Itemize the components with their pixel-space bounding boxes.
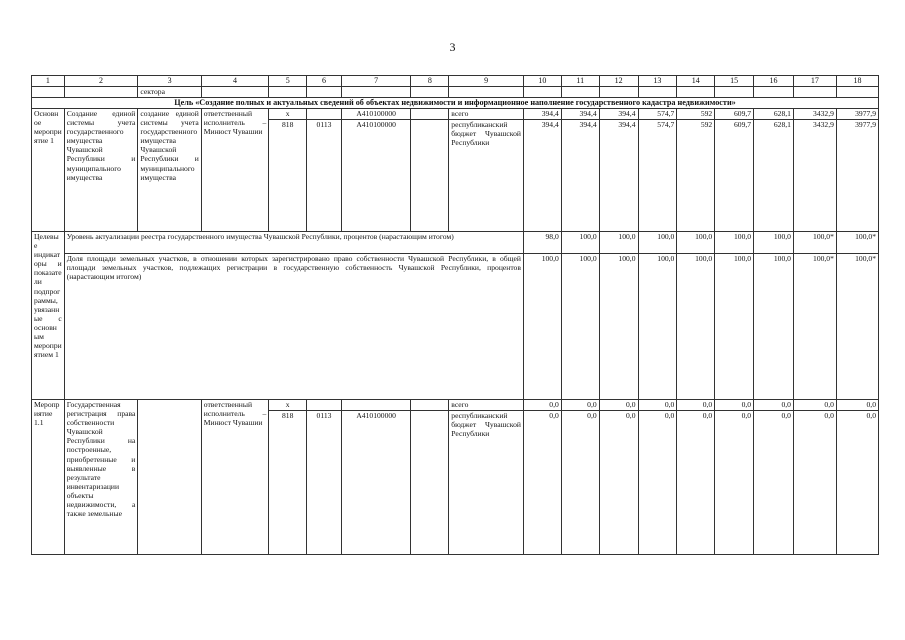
value-cell: 628,1 bbox=[754, 119, 794, 231]
value-cell: 3977,9 bbox=[836, 119, 878, 231]
value-cell: 0,0 bbox=[677, 410, 715, 554]
value-cell: 574,7 bbox=[638, 108, 677, 119]
value-cell: 394,4 bbox=[599, 119, 638, 231]
header-col-number: 3 bbox=[138, 76, 201, 87]
value-cell: 0,0 bbox=[793, 399, 836, 410]
header-col-number: 7 bbox=[341, 76, 411, 87]
cell-grbs: 818 bbox=[269, 410, 307, 554]
value-cell: 98,0 bbox=[523, 231, 561, 253]
value-cell: 0,0 bbox=[677, 399, 715, 410]
value-cell: 100,0* bbox=[793, 253, 836, 399]
header-col-number: 13 bbox=[638, 76, 677, 87]
value-cell: 100,0* bbox=[793, 231, 836, 253]
goal-title: Цель «Создание полных и актуальных сведений об объектах недвижимости и информационное наполнение государственного кадастра недвижимости» bbox=[32, 98, 879, 109]
header-col-number: 11 bbox=[561, 76, 599, 87]
value-cell: 574,7 bbox=[638, 119, 677, 231]
value-cell: 0,0 bbox=[638, 410, 677, 554]
value-cell: 609,7 bbox=[715, 119, 754, 231]
header-cell-sector: сектора bbox=[138, 87, 201, 98]
value-cell: 100,0 bbox=[638, 231, 677, 253]
value-cell: 100,0 bbox=[561, 231, 599, 253]
goal-row bbox=[32, 98, 879, 109]
value-cell: 0,0 bbox=[599, 399, 638, 410]
value-cell: 0,0 bbox=[523, 410, 561, 554]
cell-grbs: 818 bbox=[269, 119, 307, 231]
header-col-number: 14 bbox=[677, 76, 715, 87]
header-col-number: 10 bbox=[523, 76, 561, 87]
cell-csr bbox=[341, 399, 411, 410]
cell-grbs: x bbox=[269, 399, 307, 410]
cell-csr: А410100000 bbox=[341, 108, 411, 119]
value-cell: 3432,9 bbox=[793, 119, 836, 231]
main-event-task: создание единой системы учета государственного имущества Чувашской Республики и муниципального имущества bbox=[138, 108, 201, 231]
value-cell: 100,0 bbox=[677, 231, 715, 253]
value-cell: 592 bbox=[677, 119, 715, 231]
header-row bbox=[32, 76, 879, 87]
header-col-number: 6 bbox=[307, 76, 342, 87]
value-cell: 100,0 bbox=[561, 253, 599, 399]
header-col-number: 9 bbox=[449, 76, 524, 87]
cell-rzpr bbox=[307, 108, 342, 119]
value-cell: 0,0 bbox=[836, 410, 878, 554]
cell-rzpr: 0113 bbox=[307, 410, 342, 554]
main-event-label: Основное мероприятие 1 bbox=[32, 108, 65, 231]
main-event-row-total bbox=[32, 108, 879, 119]
cell-rzpr bbox=[307, 399, 342, 410]
header-col-number: 18 bbox=[836, 76, 878, 87]
indicator-text: Уровень актуализации реестра государственного имущества Чувашской Республики, процентов (нарастающим итогом) bbox=[64, 231, 523, 253]
cell-source: всего bbox=[449, 108, 524, 119]
cell-rzpr: 0113 bbox=[307, 119, 342, 231]
value-cell: 0,0 bbox=[754, 410, 794, 554]
header-col-number: 8 bbox=[411, 76, 449, 87]
value-cell: 3977,9 bbox=[836, 108, 878, 119]
value-cell: 100,0 bbox=[638, 253, 677, 399]
value-cell: 609,7 bbox=[715, 108, 754, 119]
value-cell: 394,4 bbox=[523, 108, 561, 119]
header-col-number: 17 bbox=[793, 76, 836, 87]
value-cell: 100,0 bbox=[599, 253, 638, 399]
cell-source: республиканский бюджет Чувашской Республики bbox=[449, 410, 524, 554]
value-cell: 0,0 bbox=[715, 410, 754, 554]
event-1-1-executor: ответственный исполнитель – Минюст Чувашии bbox=[201, 399, 269, 554]
cell-source: всего bbox=[449, 399, 524, 410]
value-cell: 100,0 bbox=[599, 231, 638, 253]
indicators-label: Целевые индикаторы и показатели подпрограммы, увязанные с основным мероприятием 1 bbox=[32, 231, 65, 399]
value-cell: 0,0 bbox=[836, 399, 878, 410]
main-event-name: Создание единой системы учета государственного имущества Чувашской Республики и муниципального имущества bbox=[64, 108, 138, 231]
header-col-number: 16 bbox=[754, 76, 794, 87]
indicator-row-1 bbox=[32, 231, 879, 253]
value-cell: 0,0 bbox=[561, 410, 599, 554]
cell-csr: А410100000 bbox=[341, 119, 411, 231]
value-cell: 100,0* bbox=[836, 231, 878, 253]
value-cell: 394,4 bbox=[561, 119, 599, 231]
value-cell: 100,0 bbox=[715, 231, 754, 253]
value-cell: 0,0 bbox=[561, 399, 599, 410]
value-cell: 394,4 bbox=[561, 108, 599, 119]
event-1-1-label: Мероприятие 1.1 bbox=[32, 399, 65, 554]
value-cell: 100,0 bbox=[715, 253, 754, 399]
header-col-number: 1 bbox=[32, 76, 65, 87]
program-table bbox=[31, 75, 879, 555]
value-cell: 0,0 bbox=[523, 399, 561, 410]
value-cell: 100,0 bbox=[754, 253, 794, 399]
value-cell: 100,0 bbox=[677, 253, 715, 399]
header-col-number: 15 bbox=[715, 76, 754, 87]
value-cell: 0,0 bbox=[599, 410, 638, 554]
value-cell: 100,0 bbox=[754, 231, 794, 253]
cell-csr: А410100000 bbox=[341, 410, 411, 554]
event-1-1-row-total bbox=[32, 399, 879, 410]
main-event-executor: ответственный исполнитель – Минюст Чувашии bbox=[201, 108, 269, 231]
header-col-number: 2 bbox=[64, 76, 138, 87]
value-cell: 0,0 bbox=[793, 410, 836, 554]
value-cell: 592 bbox=[677, 108, 715, 119]
header-col-number: 12 bbox=[599, 76, 638, 87]
value-cell: 628,1 bbox=[754, 108, 794, 119]
page-number: 3 bbox=[449, 40, 456, 54]
value-cell: 3432,9 bbox=[793, 108, 836, 119]
header-row-2 bbox=[32, 87, 879, 98]
value-cell: 0,0 bbox=[754, 399, 794, 410]
cell-source: республиканский бюджет Чувашской Республики bbox=[449, 119, 524, 231]
cell-grbs: x bbox=[269, 108, 307, 119]
indicator-text: Доля площади земельных участков, в отношении которых зарегистрировано право собственности Чувашской Республики, в общей площади земельных участков, подлежащих регистрации в государственную собственность Чувашской Республики, процентов (нарастающим итогом) bbox=[64, 253, 523, 399]
value-cell: 394,4 bbox=[523, 119, 561, 231]
value-cell: 100,0 bbox=[523, 253, 561, 399]
value-cell: 0,0 bbox=[715, 399, 754, 410]
indicator-row-2 bbox=[32, 253, 879, 399]
value-cell: 394,4 bbox=[599, 108, 638, 119]
value-cell: 100,0* bbox=[836, 253, 878, 399]
value-cell: 0,0 bbox=[638, 399, 677, 410]
header-col-number: 4 bbox=[201, 76, 269, 87]
header-col-number: 5 bbox=[269, 76, 307, 87]
event-1-1-name: Государственная регистрация права собственности Чувашской Республики на построенные, приобретенные и выявленные в результате инвентаризации объекты недвижимости, а также земельные bbox=[64, 399, 138, 554]
